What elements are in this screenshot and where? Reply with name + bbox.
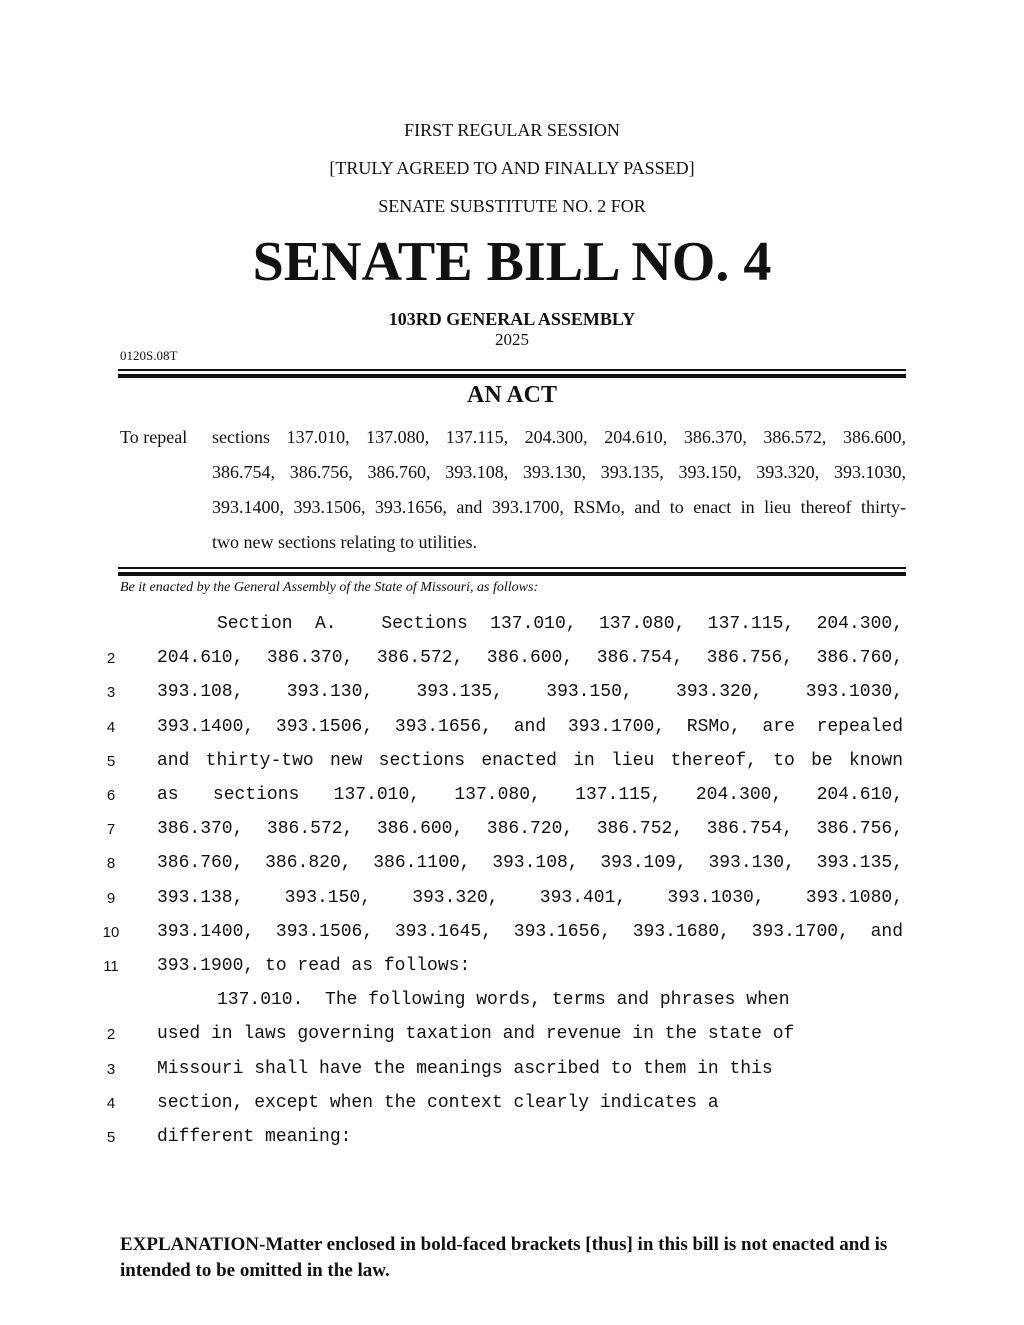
act-line: sections 137.010, 137.080, 137.115, 204.300, 204.610, 386.370, 386.572, 386.600, — [212, 427, 906, 447]
bill-line — [0, 1121, 1024, 1155]
line-number: 3 — [106, 684, 116, 702]
line-text: 393.1900, to read as follows: — [157, 956, 471, 976]
act-body — [212, 420, 906, 560]
line-number: 6 — [106, 787, 116, 804]
line-text: used in laws governing taxation and revenue in the state of — [157, 1024, 795, 1045]
line-text: and thirty-two new sections enacted in lieu thereof, to be known — [157, 750, 903, 771]
line-text: 393.108, 393.130, 393.135, 393.150, 393.320, 393.1030, — [157, 682, 903, 703]
act-line: 393.1400, 393.1506, 393.1656, and 393.1700, RSMo, and to enact in lieu thereof thirty- — [212, 497, 906, 517]
bill-line — [0, 711, 1024, 745]
line-number: 5 — [106, 1129, 116, 1146]
bill-line — [0, 642, 1024, 676]
bill-code: 0120S.08T — [120, 348, 178, 363]
act-heading: AN ACT — [466, 382, 557, 408]
bill-title: SENATE BILL NO. 4 — [252, 231, 772, 293]
line-text: 204.610, 386.370, 386.572, 386.600, 386.754, 386.756, 386.760, — [157, 648, 903, 669]
line-number: 10 — [102, 923, 120, 941]
header-rule-bottom — [118, 374, 906, 378]
explanation-note: EXPLANATION-Matter enclosed in bold-faced brackets [thus] in this bill is not enacted and is intended to be omitted in the law. — [120, 1234, 888, 1281]
session-label: FIRST REGULAR SESSION — [404, 120, 620, 140]
act-rule-top — [118, 567, 906, 569]
act-line: 386.754, 386.756, 386.760, 393.108, 393.130, 393.135, 393.150, 393.320, 393.1030, — [212, 462, 906, 482]
act-rule-bottom — [118, 572, 906, 576]
line-text: as sections 137.010, 137.080, 137.115, 204.300, 204.610, — [157, 785, 903, 805]
bill-line — [0, 779, 1024, 813]
bill-line — [0, 984, 1024, 1018]
session-year: 2025 — [495, 330, 529, 349]
line-number: 7 — [106, 821, 116, 839]
header-rule-top — [118, 369, 906, 371]
line-text: 386.760, 386.820, 386.1100, 393.108, 393.109, 393.130, 393.135, — [157, 853, 903, 874]
bill-line — [0, 882, 1024, 916]
line-text: 393.1400, 393.1506, 393.1645, 393.1656, 393.1680, 393.1700, and — [157, 921, 903, 942]
line-text: Missouri shall have the meanings ascribed to them in this — [157, 1058, 773, 1079]
bill-line — [0, 1087, 1024, 1121]
line-number: 11 — [103, 958, 119, 975]
line-number: 5 — [106, 752, 116, 770]
bill-line — [0, 847, 1024, 881]
bill-line — [0, 916, 1024, 950]
line-number: 8 — [106, 855, 116, 873]
line-text: different meaning: — [157, 1127, 352, 1147]
line-text: Section A. Sections 137.010, 137.080, 137.115, 204.300, — [217, 614, 903, 634]
act-line: two new sections relating to utilities. — [212, 532, 477, 552]
line-text: 393.138, 393.150, 393.320, 393.401, 393.1030, 393.1080, — [157, 887, 903, 908]
bill-line — [0, 1018, 1024, 1052]
assembly-label: 103RD GENERAL ASSEMBLY — [388, 309, 636, 329]
enacting-clause: Be it enacted by the General Assembly of the State of Missouri, as follows: — [120, 580, 539, 595]
line-text: section, except when the context clearly indicates a — [157, 1092, 719, 1113]
bill-line — [0, 813, 1024, 847]
line-number: 2 — [106, 650, 116, 668]
line-text: 393.1400, 393.1506, 393.1656, and 393.1700, RSMo, are repealed — [157, 716, 903, 737]
line-text: 137.010. The following words, terms and phrases when — [217, 990, 790, 1011]
bill-line — [0, 1053, 1024, 1087]
bill-line — [0, 608, 1024, 642]
act-lead: To repeal — [120, 427, 188, 447]
line-number: 3 — [106, 1060, 116, 1078]
line-number: 9 — [106, 889, 116, 907]
bill-line — [0, 676, 1024, 710]
line-text: 386.370, 386.572, 386.600, 386.720, 386.752, 386.754, 386.756, — [157, 819, 903, 840]
line-number: 2 — [106, 1026, 116, 1044]
bill-line — [0, 950, 1024, 984]
bill-line — [0, 745, 1024, 779]
substitute-label: SENATE SUBSTITUTE NO. 2 FOR — [378, 196, 646, 216]
passage-status: [TRULY AGREED TO AND FINALLY PASSED] — [329, 158, 695, 178]
line-number: 4 — [106, 1094, 116, 1112]
line-number: 4 — [106, 718, 116, 736]
